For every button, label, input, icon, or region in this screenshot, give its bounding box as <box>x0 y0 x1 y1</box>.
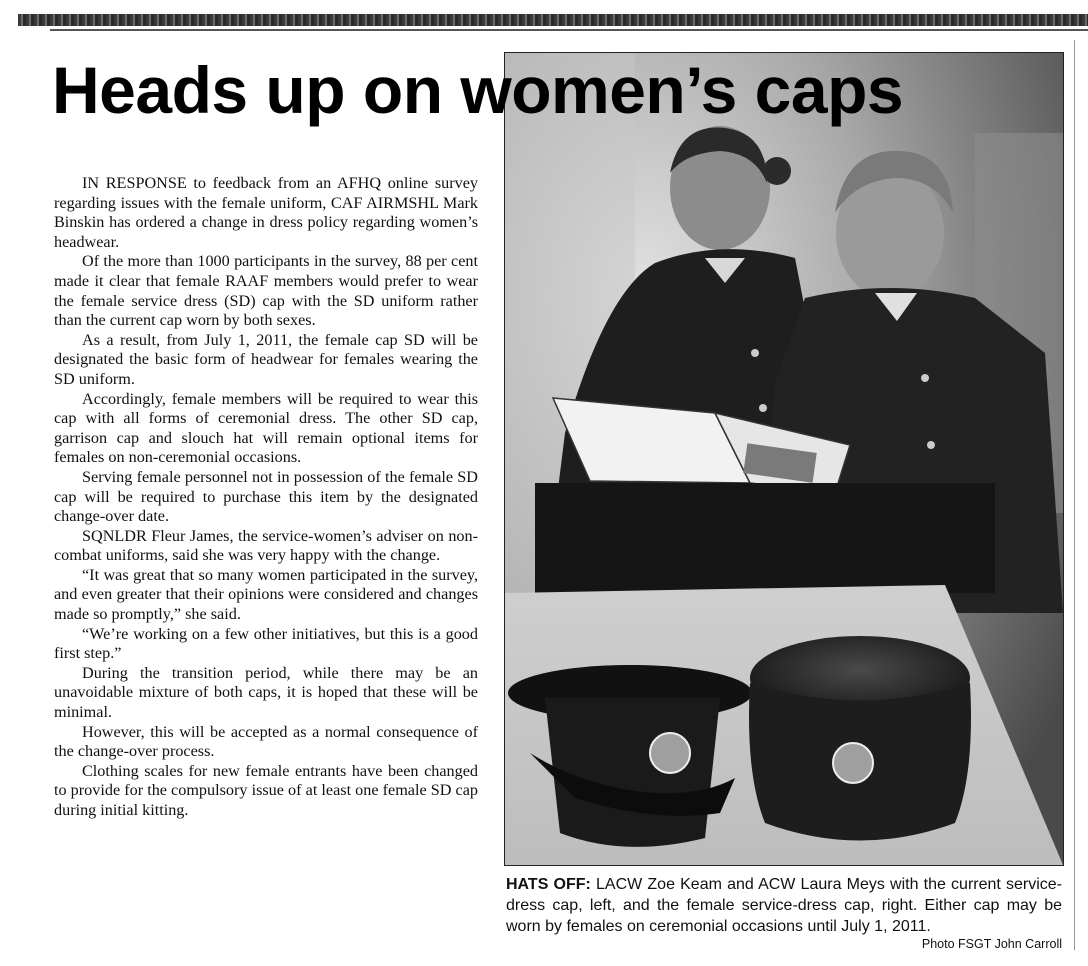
photo-credit: Photo FSGT John Carroll <box>921 937 1062 951</box>
article-paragraph: SQNLDR Fleur James, the service-women’s adviser on non-combat uniforms, said she was very happy with the change. <box>54 526 478 565</box>
article-paragraph: Serving female personnel not in possession of the female SD cap will be required to purchase this item by the designated change-over date. <box>54 467 478 526</box>
photo-caption <box>506 874 1062 937</box>
headline: Heads up on women’s caps <box>52 53 904 127</box>
article-body <box>54 174 478 821</box>
top-rule <box>18 14 1088 26</box>
article-paragraph: Of the more than 1000 participants in the survey, 88 per cent made it clear that female RAAF members would prefer to wear the female service dress (SD) cap with the SD uniform rather than the current cap worn by both sexes. <box>54 252 478 330</box>
column-rule <box>1074 40 1075 950</box>
top-rule-thin <box>50 29 1088 31</box>
caption-label: HATS OFF: <box>506 876 591 893</box>
article-paragraph: However, this will be accepted as a normal consequence of the change-over process. <box>54 722 478 761</box>
article-paragraph: “We’re working on a few other initiatives, but this is a good first step.” <box>54 624 478 663</box>
article-photo <box>504 52 1064 866</box>
article-paragraph: Clothing scales for new female entrants have been changed to provide for the compulsory issue of at least one female SD cap during initial kitting. <box>54 761 478 819</box>
article-paragraph: IN RESPONSE to feedback from an AFHQ online survey regarding issues with the female uniform, CAF AIRMSHL Mark Binskin has ordered a change in dress policy regarding women’s headwear. <box>54 174 478 251</box>
article-paragraph: As a result, from July 1, 2011, the female cap SD will be designated the basic form of headwear for females wearing the SD uniform. <box>54 330 478 388</box>
article-paragraph: Accordingly, female members will be required to wear this cap with all forms of ceremonial dress. The other SD cap, garrison cap and slouch hat will remain optional items for females on non-ceremonial occasions. <box>54 389 478 467</box>
caption-text: LACW Zoe Keam and ACW Laura Meys with the current service-dress cap, left, and the female service-dress cap, right. Either cap may be worn by females on ceremonial occasions until July 1, 2011. <box>506 876 1063 935</box>
article-paragraph: During the transition period, while there may be an unavoidable mixture of both caps, it is hoped that these will be minimal. <box>54 663 478 722</box>
service-dress-cap-right <box>749 636 971 841</box>
article-paragraph: “It was great that so many women participated in the survey, and even greater that their opinions were considered and changes made so promptly,” she said. <box>54 565 478 624</box>
